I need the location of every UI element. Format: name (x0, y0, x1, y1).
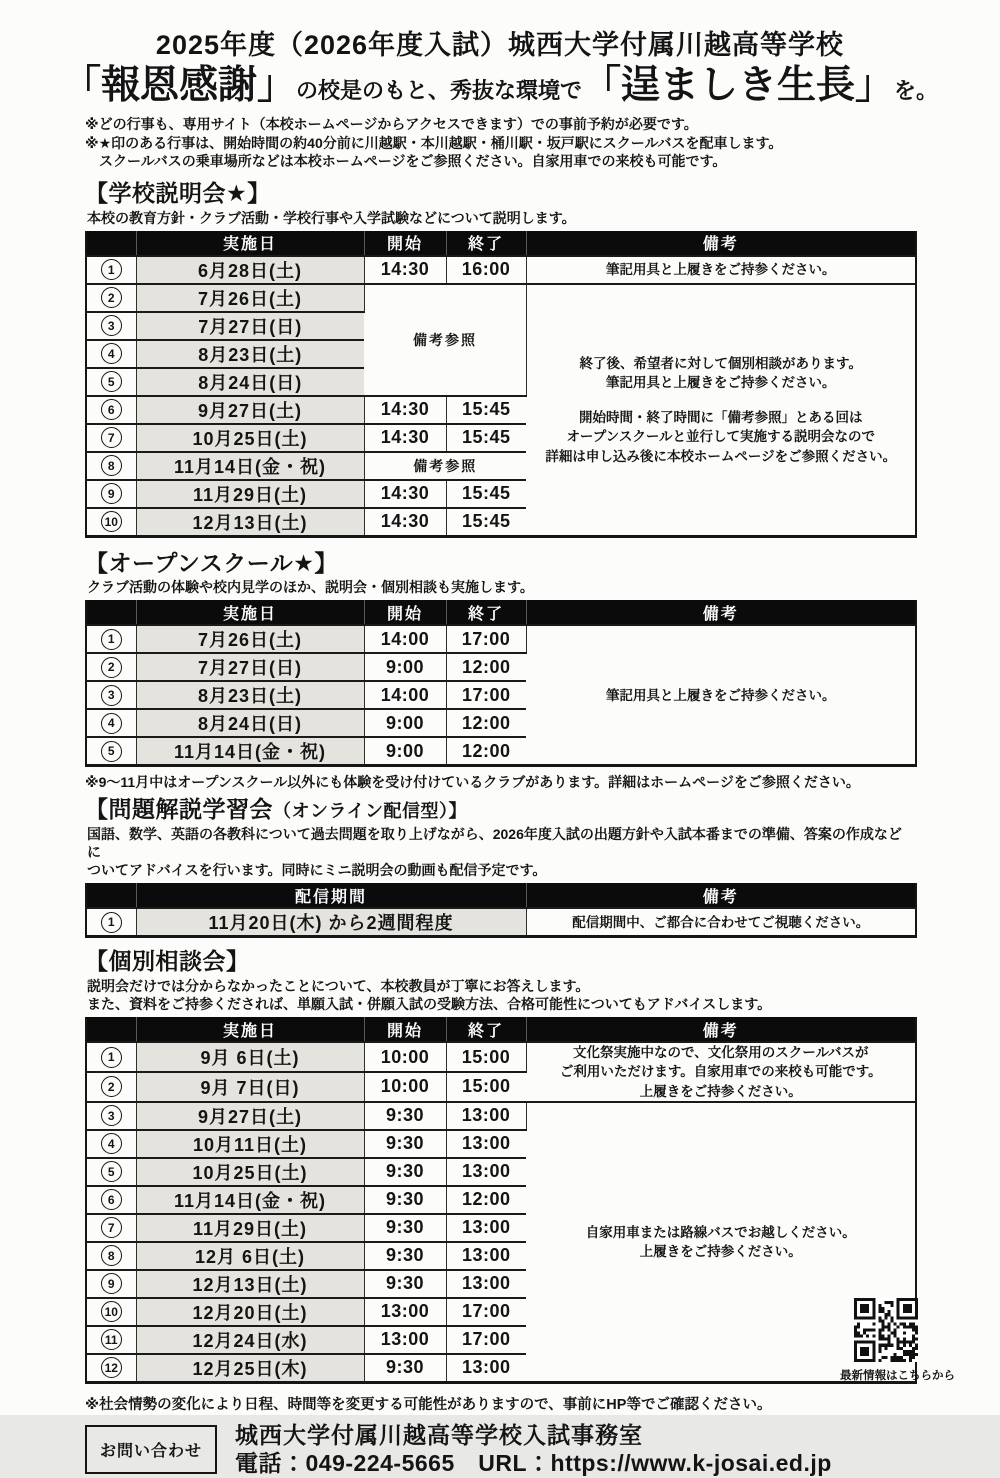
office-name: 城西大学付属川越高等学校入試事務室 (235, 1421, 644, 1448)
section-heading-mondaikaisetsu: 【問題解説学習会（オンライン配信型）】 (85, 796, 467, 823)
col-remarks-header: 備考 (526, 231, 916, 256)
row-number: 10 (101, 511, 122, 532)
col-remarks-header: 備考 (526, 600, 916, 625)
event-date: 10月25日(土) (136, 424, 364, 452)
start-time: 10:00 (364, 1072, 446, 1102)
table-row (86, 1102, 916, 1130)
col-period-header: 配信期間 (136, 883, 526, 908)
event-date: 12月13日(土) (136, 508, 364, 537)
start-time: 9:30 (364, 1354, 446, 1383)
event-date: 6月28日(土) (136, 256, 364, 284)
row-number: 11 (101, 1329, 122, 1350)
school-motto (15, 65, 985, 108)
start-time: 13:00 (364, 1326, 446, 1354)
end-time: 12:00 (446, 653, 526, 681)
remarks-cell: 文化祭実施中なので、文化祭用のスクールバスが ご利用いただけます。自家用車での来校も可能です。 上履きをご持参ください。 (526, 1042, 916, 1101)
row-number: 5 (101, 1161, 122, 1182)
row-number: 5 (101, 741, 122, 762)
col-number-header (86, 600, 136, 625)
motto-part3: 「逞ましき生長」 (582, 64, 895, 108)
event-date: 7月27日(日) (136, 653, 364, 681)
row-number: 9 (101, 483, 122, 504)
col-start-header: 開始 (364, 600, 446, 625)
row-number: 1 (101, 1047, 122, 1068)
row-number: 2 (101, 1076, 122, 1097)
end-time: 17:00 (446, 1298, 526, 1326)
start-time: 9:30 (364, 1186, 446, 1214)
end-time: 15:45 (446, 424, 526, 452)
section-desc-mondaikaisetsu: 国語、数学、英語の各教科について過去問題を取り上げながら、2026年度入試の出題方針や入試本番までの準備、答案の作成などに ついてアドバイスを行います。同時にミニ説明会の動画も配信予定です。 (87, 825, 902, 879)
table-row (86, 625, 916, 653)
event-date: 9月27日(土) (136, 396, 364, 424)
table-header-row (86, 1017, 916, 1042)
event-date: 9月27日(土) (136, 1102, 364, 1130)
motto-part4: を。 (894, 78, 939, 104)
start-time: 9:30 (364, 1130, 446, 1158)
event-date: 9月 6日(土) (136, 1042, 364, 1072)
row-number: 4 (101, 343, 122, 364)
row-number: 1 (101, 912, 122, 933)
start-time: 9:30 (364, 1270, 446, 1298)
end-time: 12:00 (446, 709, 526, 737)
table-header-row (86, 883, 916, 908)
row-number: 8 (101, 455, 122, 476)
end-time: 17:00 (446, 681, 526, 709)
end-time: 13:00 (446, 1270, 526, 1298)
row-number: 10 (101, 1301, 122, 1322)
remarks-cell: 配信期間中、ご都合に合わせてご視聴ください。 (526, 908, 916, 937)
end-time: 17:00 (446, 625, 526, 653)
phone-and-url: 電話：049-224-5665 URL：https://www.k-josai.ed.jp (235, 1450, 832, 1477)
page-title: 2025年度（2026年度入試）城西大学付属川越高等学校 (155, 30, 845, 60)
section-desc-kobetsusodan: 説明会だけでは分からなかったことについて、本校教員が丁寧にお答えします。 また、資料をご持参くだされば、単願入試・併願入試の受験方法、合格可能性についてもアドバイスします。 (87, 977, 772, 1013)
motto-part2: の校是のもと、秀抜な環境で (295, 78, 582, 104)
row-number: 6 (101, 1189, 122, 1210)
start-time: 14:30 (364, 480, 446, 508)
start-time: 14:30 (364, 508, 446, 537)
row-number: 4 (101, 1133, 122, 1154)
row-number: 7 (101, 1217, 122, 1238)
event-date: 12月20日(土) (136, 1298, 364, 1326)
end-time: 13:00 (446, 1242, 526, 1270)
start-time: 14:30 (364, 256, 446, 284)
col-end-header: 終了 (446, 231, 526, 256)
row-number: 5 (101, 371, 122, 392)
remarks-cell: 自家用車または路線バスでお越しください。 上履きをご持参ください。 (526, 1102, 916, 1383)
event-date: 7月26日(土) (136, 284, 364, 312)
event-date: 12月13日(土) (136, 1270, 364, 1298)
section-heading-kobetsusodan: 【個別相談会】 (85, 948, 250, 975)
start-time: 9:30 (364, 1214, 446, 1242)
table-header-row (86, 600, 916, 625)
row-number: 4 (101, 713, 122, 734)
row-number: 1 (101, 629, 122, 650)
start-time: 9:00 (364, 653, 446, 681)
see-remarks-cell: 備考参照 (364, 452, 526, 480)
col-number-header (86, 1017, 136, 1042)
see-remarks-cell: 備考参照 (364, 284, 526, 396)
start-time: 9:30 (364, 1102, 446, 1130)
row-number: 6 (101, 399, 122, 420)
start-time: 10:00 (364, 1042, 446, 1072)
row-number: 9 (101, 1273, 122, 1294)
contact-block (85, 1421, 915, 1478)
event-date: 9月 7日(日) (136, 1072, 364, 1102)
start-time: 9:30 (364, 1158, 446, 1186)
event-date: 11月14日(金・祝) (136, 452, 364, 480)
start-time: 14:00 (364, 681, 446, 709)
kobetsusodan-table (85, 1017, 917, 1383)
start-time: 9:00 (364, 709, 446, 737)
end-time: 13:00 (446, 1102, 526, 1130)
row-number: 8 (101, 1245, 122, 1266)
streaming-period: 11月20日(木) から2週間程度 (136, 908, 526, 937)
event-date: 12月24日(水) (136, 1326, 364, 1354)
event-date: 7月26日(土) (136, 625, 364, 653)
openschool-table (85, 600, 917, 767)
row-number: 3 (101, 1105, 122, 1126)
end-time: 15:00 (446, 1042, 526, 1072)
row-number: 2 (101, 657, 122, 678)
col-number-header (86, 883, 136, 908)
motto-part1: 「報恩感謝」 (61, 64, 296, 108)
start-time: 13:00 (364, 1298, 446, 1326)
col-date-header: 実施日 (136, 600, 364, 625)
end-time: 15:45 (446, 508, 526, 537)
remarks-cell: 終了後、希望者に対して個別相談があります。 筆記用具と上履きをご持参ください。 開始時間・終了時間に「備考参照」とある回は オープンスクールと並行して実施する説明会なので 詳細は申し込み後に本校ホームページをご参照ください。 (526, 284, 916, 537)
col-remarks-header: 備考 (526, 1017, 916, 1042)
start-time: 14:30 (364, 396, 446, 424)
row-number: 3 (101, 315, 122, 336)
row-number: 7 (101, 427, 122, 448)
event-date: 12月 6日(土) (136, 1242, 364, 1270)
event-date: 11月29日(土) (136, 1214, 364, 1242)
top-note-3: スクールバスの乗車場所などは本校ホームページをご参照ください。自家用車での来校も可能です。 (99, 153, 727, 170)
end-time: 15:45 (446, 480, 526, 508)
event-date: 8月24日(日) (136, 709, 364, 737)
row-number: 1 (101, 259, 122, 280)
col-end-header: 終了 (446, 1017, 526, 1042)
event-date: 8月24日(日) (136, 368, 364, 396)
event-date: 10月25日(土) (136, 1158, 364, 1186)
row-number: 12 (101, 1357, 122, 1378)
schedule-change-note: ※社会情勢の変化により日程、時間等を変更する可能性がありますので、事前にHP等でご確認ください。 (85, 1396, 772, 1413)
col-start-header: 開始 (364, 1017, 446, 1042)
row-number: 2 (101, 287, 122, 308)
qr-code (854, 1298, 918, 1362)
event-date: 10月11日(土) (136, 1130, 364, 1158)
end-time: 15:45 (446, 396, 526, 424)
end-time: 17:00 (446, 1326, 526, 1354)
remarks-cell: 筆記用具と上履きをご持参ください。 (526, 256, 916, 284)
end-time: 12:00 (446, 737, 526, 766)
col-date-header: 実施日 (136, 1017, 364, 1042)
openschool-note: ※9～11月中はオープンスクール以外にも体験を受け付けているクラブがあります。詳細はホームページをご参照ください。 (85, 774, 860, 791)
col-number-header (86, 231, 136, 256)
end-time: 13:00 (446, 1214, 526, 1242)
event-date: 8月23日(土) (136, 681, 364, 709)
col-end-header: 終了 (446, 600, 526, 625)
start-time: 9:30 (364, 1242, 446, 1270)
event-date: 11月14日(金・祝) (136, 1186, 364, 1214)
event-date: 11月14日(金・祝) (136, 737, 364, 766)
qr-caption: 最新情報はこちらから (840, 1370, 955, 1382)
end-time: 15:00 (446, 1072, 526, 1102)
col-start-header: 開始 (364, 231, 446, 256)
event-date: 11月29日(土) (136, 480, 364, 508)
col-date-header: 実施日 (136, 231, 364, 256)
contact-label-box: お問い合わせ (85, 1425, 217, 1474)
end-time: 13:00 (446, 1130, 526, 1158)
event-date: 12月25日(木) (136, 1354, 364, 1383)
start-time: 9:00 (364, 737, 446, 766)
row-number: 3 (101, 685, 122, 706)
event-date: 7月27日(日) (136, 312, 364, 340)
setsumeikai-table (85, 231, 917, 538)
top-note-2: ※★印のある行事は、開始時間の約40分前に川越駅・本川越駅・桶川駅・坂戸駅にスクールバスを配車します。 (85, 134, 783, 151)
table-header-row (86, 231, 916, 256)
col-remarks-header: 備考 (526, 883, 916, 908)
top-notes (85, 115, 915, 171)
section-heading-setsumeikai: 【学校説明会★】 (85, 180, 271, 207)
start-time: 14:00 (364, 625, 446, 653)
qr-block (840, 1298, 955, 1383)
section-heading-openschool: 【オープンスクール★】 (85, 549, 338, 576)
remarks-cell: 筆記用具と上履きをご持参ください。 (526, 625, 916, 766)
mondaikaisetsu-table (85, 883, 917, 938)
table-row (86, 256, 916, 284)
top-note-1: ※どの行事も、専用サイト（本校ホームページからアクセスできます）での事前予約が必要です。 (85, 115, 698, 132)
table-row (86, 1042, 916, 1072)
table-row (86, 284, 916, 312)
start-time: 14:30 (364, 424, 446, 452)
end-time: 12:00 (446, 1186, 526, 1214)
section-desc-setsumeikai: 本校の教育方針・クラブ活動・学校行事や入学試験などについて説明します。 (87, 209, 576, 226)
section-desc-openschool: クラブ活動の体験や校内見学のほか、説明会・個別相談も実施します。 (87, 579, 534, 596)
end-time: 13:00 (446, 1354, 526, 1383)
event-date: 8月23日(土) (136, 340, 364, 368)
end-time: 16:00 (446, 256, 526, 284)
end-time: 13:00 (446, 1158, 526, 1186)
table-row (86, 908, 916, 937)
